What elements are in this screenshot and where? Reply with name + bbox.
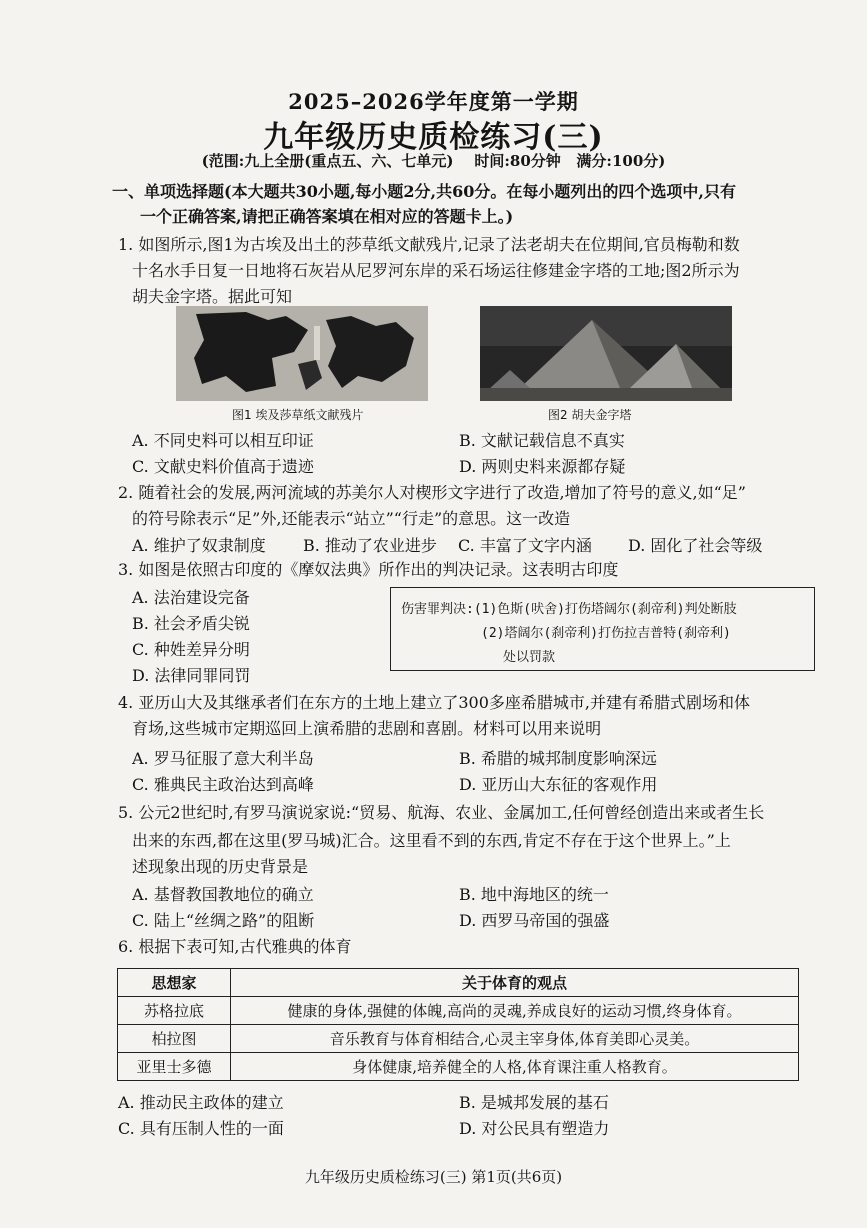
q5-option-a: A. 基督教国教地位的确立 — [132, 885, 314, 904]
q5-stem-line2: 出来的东西,都在这里(罗马城)汇合。这里看不到的东西,肯定不存在于这个世界上。”上 — [132, 831, 731, 850]
q2-option-d: D. 固化了社会等级 — [628, 536, 763, 555]
table-row — [118, 1025, 799, 1053]
table-header-row — [118, 969, 799, 997]
verdict-record-box — [390, 587, 815, 671]
papyrus-fragment-image — [176, 306, 428, 401]
q5-stem-line3: 述现象出现的历史背景是 — [132, 857, 309, 876]
q2-option-b: B. 推动了农业进步 — [303, 536, 437, 555]
q3-option-b: B. 社会矛盾尖锐 — [132, 614, 250, 633]
q4-stem-line1: 4. 亚历山大及其继承者们在东方的土地上建立了300多座希腊城市,并建有希腊式剧场和体 — [118, 693, 750, 712]
q1-stem-line1: 1. 如图所示,图1为古埃及出土的莎草纸文献残片,记录了法老胡夫在位期间,官员梅勒和数 — [118, 235, 740, 254]
sports-views-table — [117, 968, 799, 1081]
pyramid-image — [480, 306, 732, 401]
q3-option-c: C. 种姓差异分明 — [132, 640, 250, 659]
q1-option-d: D. 两则史料来源都存疑 — [459, 457, 626, 476]
q5-option-c: C. 陆上“丝绸之路”的阻断 — [132, 911, 315, 930]
q6-option-d: D. 对公民具有塑造力 — [459, 1119, 610, 1138]
q4-option-a: A. 罗马征服了意大利半岛 — [132, 749, 314, 768]
q5-stem-line1: 5. 公元2世纪时,有罗马演说家说:“贸易、航海、农业、金属加工,任何曾经创造出来或者生长 — [118, 803, 765, 822]
verdict-line1: 伤害罪判决:(1)色斯(吠舍)打伤塔阔尔(刹帝利)判处断肢 — [401, 602, 737, 617]
q1-stem-line3: 胡夫金字塔。据此可知 — [132, 287, 293, 306]
exam-info: (范围:九上全册(重点五、六、七单元) 时间:80分钟 满分:100分) — [201, 152, 666, 170]
q4-option-b: B. 希腊的城邦制度影响深远 — [459, 749, 657, 768]
q1-option-a: A. 不同史料可以相互印证 — [132, 431, 314, 450]
q1-option-b: B. 文献记载信息不真实 — [459, 431, 625, 450]
q6-stem-line1: 6. 根据下表可知,古代雅典的体育 — [118, 937, 352, 956]
table-cell-thinker: 苏格拉底 — [118, 997, 231, 1025]
q6-option-b: B. 是城邦发展的基石 — [459, 1093, 609, 1112]
q2-option-c: C. 丰富了文字内涵 — [458, 536, 592, 555]
exam-title: 九年级历史质检练习(三) — [263, 120, 604, 155]
table-cell-thinker: 亚里士多德 — [118, 1053, 231, 1081]
q6-option-c: C. 具有压制人性的一面 — [118, 1119, 284, 1138]
verdict-line2: (2)塔阔尔(刹帝利)打伤拉吉普特(刹帝利) — [481, 626, 731, 641]
q3-option-a: A. 法治建设完备 — [132, 588, 250, 607]
table-row — [118, 1053, 799, 1081]
q4-stem-line2: 育场,这些城市定期巡回上演希腊的悲剧和喜剧。材料可以用来说明 — [132, 719, 602, 738]
section-instructions-line2: 一个正确答案,请把正确答案填在相对应的答题卡上。) — [140, 207, 514, 226]
q2-stem-line2: 的符号除表示“足”外,还能表示“站立”“行走”的意思。这一改造 — [132, 509, 571, 528]
table-cell-thinker: 柏拉图 — [118, 1025, 231, 1053]
q1-stem-line2: 十名水手日复一日地将石灰岩从尼罗河东岸的采石场运往修建金字塔的工地;图2所示为 — [132, 261, 740, 280]
q2-option-a: A. 维护了奴隶制度 — [132, 536, 266, 555]
exam-term: 2025–2026学年度第一学期 — [288, 89, 579, 114]
table-header-thinker: 思想家 — [118, 969, 231, 997]
table-row — [118, 997, 799, 1025]
table-cell-view: 身体健康,培养健全的人格,体育课注重人格教育。 — [231, 1053, 799, 1081]
table-cell-view: 音乐教育与体育相结合,心灵主宰身体,体育美即心灵美。 — [231, 1025, 799, 1053]
verdict-line3: 处以罚款 — [503, 650, 556, 665]
q4-option-c: C. 雅典民主政治达到高峰 — [132, 775, 314, 794]
q6-option-a: A. 推动民主政体的建立 — [118, 1093, 284, 1112]
fig1-caption: 图1 埃及莎草纸文献残片 — [232, 408, 364, 422]
q5-option-b: B. 地中海地区的统一 — [459, 885, 609, 904]
page-footer: 九年级历史质检练习(三) 第1页(共6页) — [304, 1168, 563, 1186]
fig2-caption: 图2 胡夫金字塔 — [548, 408, 632, 422]
table-cell-view: 健康的身体,强健的体魄,高尚的灵魂,养成良好的运动习惯,终身体育。 — [231, 997, 799, 1025]
table-header-view: 关于体育的观点 — [231, 969, 799, 997]
q1-option-c: C. 文献史料价值高于遗迹 — [132, 457, 314, 476]
q3-stem-line1: 3. 如图是依照古印度的《摩奴法典》所作出的判决记录。这表明古印度 — [118, 560, 619, 579]
q4-option-d: D. 亚历山大东征的客观作用 — [459, 775, 658, 794]
q3-option-d: D. 法律同罪同罚 — [132, 666, 251, 685]
q2-stem-line1: 2. 随着社会的发展,两河流域的苏美尔人对楔形文字进行了改造,增加了符号的意义,如“足” — [118, 483, 746, 502]
section-instructions-line1: 一、单项选择题(本大题共30小题,每小题2分,共60分。在每小题列出的四个选项中,只有 — [112, 182, 736, 201]
q5-option-d: D. 西罗马帝国的强盛 — [459, 911, 610, 930]
